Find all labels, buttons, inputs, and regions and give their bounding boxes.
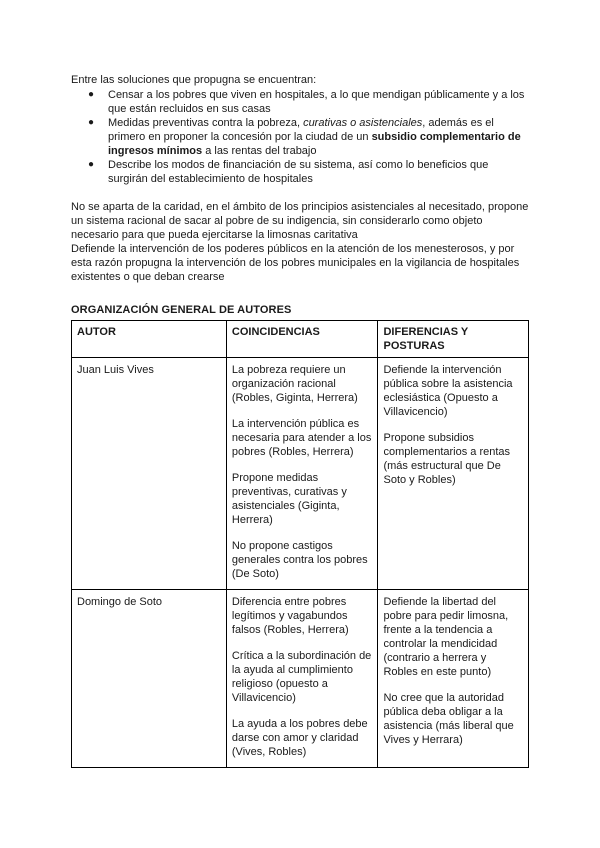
header-coincidencias: COINCIDENCIAS bbox=[226, 321, 378, 358]
solutions-list bbox=[71, 88, 531, 186]
list-item-italic: curativas o asistenciales bbox=[303, 117, 423, 129]
paragraph-caridad: No se aparta de la caridad, en el ámbito de los principios asistenciales al necesitado, propone un sistema racional de sacar al pobre de su indigencia, sin considerarlo como objeto necesario para que pueda ejercitarse la limosnas caritativa bbox=[71, 201, 529, 241]
bullet-icon: ● bbox=[88, 89, 95, 100]
list-item bbox=[88, 88, 531, 116]
list-item bbox=[88, 158, 531, 186]
cell-paragraph: Propone medidas preventivas, curativas y asistenciales (Giginta, Herrera) bbox=[231, 472, 347, 526]
cell-paragraph: No propone castigos generales contra los pobres (De Soto) bbox=[231, 540, 368, 580]
list-item-text: Describe los modos de financiación de su sistema, así como lo beneficios que surgirán del establecimiento de hospitales bbox=[108, 159, 489, 185]
table-header-row bbox=[72, 321, 529, 358]
table-row bbox=[72, 590, 529, 768]
cell-paragraph: No cree que la autoridad pública deba obligar a la asistencia (más liberal que Vives y Herrara) bbox=[383, 692, 514, 746]
cell-paragraph: Crítica a la subordinación de la ayuda al cumplimiento religioso (opuesto a Villavicencio) bbox=[231, 650, 372, 704]
list-item bbox=[88, 116, 531, 158]
intro-text: Entre las soluciones que propugna se encuentran: bbox=[71, 74, 317, 86]
document-page bbox=[71, 73, 531, 768]
list-item-text: Censar a los pobres que viven en hospitales, a lo que mendigan públicamente y a los que están recluidos en sus casas bbox=[108, 89, 525, 115]
header-autor: AUTOR bbox=[72, 321, 227, 358]
cell-paragraph: La pobreza requiere un organización racional (Robles, Giginta, Herrera) bbox=[231, 364, 358, 404]
cell-paragraph: Diferencia entre pobres legítimos y vagabundos falsos (Robles, Herrera) bbox=[231, 596, 349, 636]
bullet-icon: ● bbox=[88, 117, 95, 128]
cell-paragraph: Propone subsidios complementarios a rentas (más estructural que De Soto y Robles) bbox=[383, 432, 511, 486]
list-item-text-pre: Medidas preventivas contra la pobreza, bbox=[108, 117, 304, 129]
table-row bbox=[72, 358, 529, 590]
coincidencias-cell bbox=[226, 590, 378, 768]
diferencias-cell bbox=[378, 358, 529, 590]
paragraph-intervencion: Defiende la intervención de los poderes públicos en la atención de los menesterosos, y por esta razón propugna la intervención de los pobres municipales en la vigilancia de hospitales existentes o que deban crearse bbox=[71, 243, 520, 283]
list-item-text-post: a las rentas del trabajo bbox=[202, 145, 317, 157]
header-diferencias: DIFERENCIAS Y POSTURAS bbox=[378, 321, 529, 358]
authors-table bbox=[71, 320, 529, 768]
cell-paragraph: Defiende la libertad del pobre para pedir limosna, frente a la tendencia a controlar la mendicidad (contrario a herrera y Robles en este punto) bbox=[383, 596, 509, 678]
cell-paragraph: La ayuda a los pobres debe darse con amor y claridad (Vives, Robles) bbox=[231, 718, 368, 758]
coincidencias-cell bbox=[226, 358, 378, 590]
section-title: ORGANIZACIÓN GENERAL DE AUTORES bbox=[71, 304, 292, 316]
list-item-bold: subsidio complementario de ingresos mínimos bbox=[108, 131, 521, 157]
cell-paragraph: La intervención pública es necesaria para atender a los pobres (Robles, Herrera) bbox=[231, 418, 372, 458]
cell-paragraph: Defiende la intervención pública sobre la asistencia eclesiástica (Opuesto a Villavicencio) bbox=[383, 364, 513, 418]
bullet-icon: ● bbox=[88, 159, 95, 170]
author-cell: Domingo de Soto bbox=[72, 590, 227, 768]
diferencias-cell bbox=[378, 590, 529, 768]
author-cell: Juan Luis Vives bbox=[72, 358, 227, 590]
list-item-text-mid: , además es el primero en proponer la concesión por la ciudad de un bbox=[108, 117, 494, 143]
